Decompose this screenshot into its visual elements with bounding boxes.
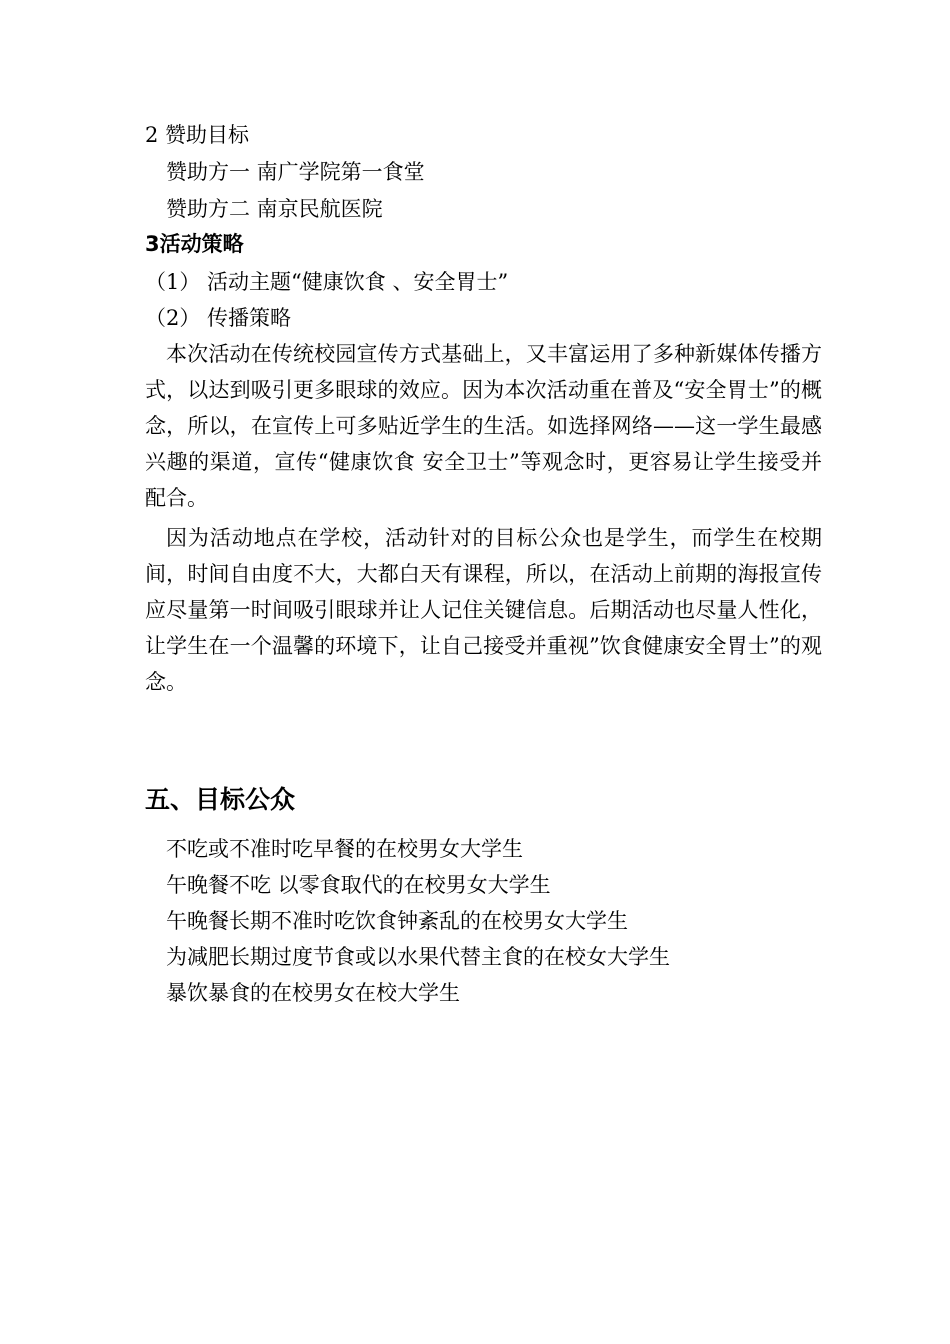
audience-item: 不吃或不准时吃早餐的在校男女大学生 — [166, 837, 523, 861]
strategy-paragraph-2: 因为活动地点在学校，活动针对的目标公众也是学生，而学生在校期间，时间自由度不大，大都白天有课程，所以，在活动上前期的海报宣传应尽量第一时间吸引眼球并让人记住关键信息。后期活动也尽量人性化，让学生在一个温馨的环境下，让自己接受并重视”饮食健康安全胃士”的观念。 — [145, 526, 822, 694]
audience-item: 午晚餐长期不准时吃饮食钟紊乱的在校男女大学生 — [166, 909, 628, 933]
audience-item: 为减肥长期过度节食或以水果代替主食的在校女大学生 — [166, 945, 670, 969]
strategy-paragraph-1: 本次活动在传统校园宣传方式基础上，又丰富运用了多种新媒体传播方式，以达到吸引更多眼球的效应。因为本次活动重在普及“安全胃士”的概念，所以，在宣传上可多贴近学生的生活。如选择网络——这一学生最感兴趣的渠道，宣传“健康饮食 安全卫士”等观念时，更容易让学生接受并配合。 — [145, 342, 822, 510]
sponsor-one: 赞助方一 南广学院第一食堂 — [166, 160, 425, 184]
strategy-item-2: （2） 传播策略 — [145, 306, 292, 330]
section-5-heading: 五、目标公众 — [145, 785, 296, 814]
audience-item: 暴饮暴食的在校男女在校大学生 — [166, 981, 460, 1005]
section-2-title: 2 赞助目标 — [145, 123, 250, 147]
sponsor-two: 赞助方二 南京民航医院 — [166, 197, 383, 221]
strategy-item-1: （1） 活动主题“健康饮食 、安全胃士” — [145, 270, 509, 294]
audience-item: 午晚餐不吃 以零食取代的在校男女大学生 — [166, 873, 551, 897]
section-3-title: 3活动策略 — [145, 232, 244, 256]
